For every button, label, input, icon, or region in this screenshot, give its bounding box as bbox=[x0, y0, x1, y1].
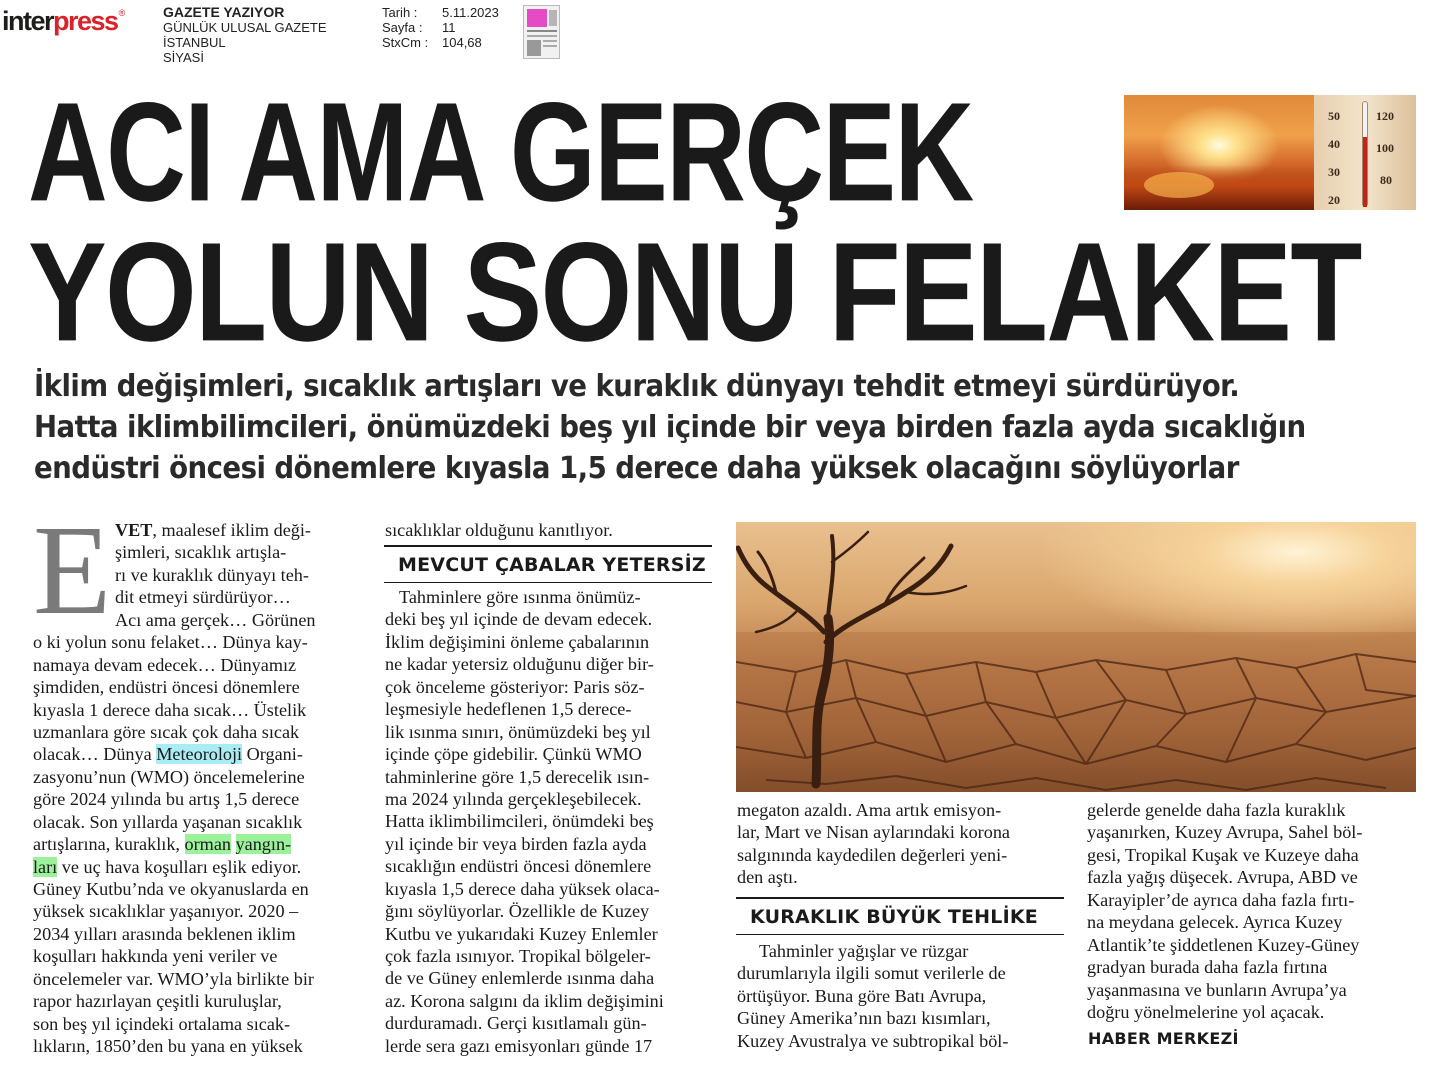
publication-name: GAZETE YAZIYOR bbox=[163, 4, 285, 20]
text-line: lıkların, 1850’den bu yana en yüksek bbox=[33, 1036, 303, 1057]
byline: HABER MERKEZİ bbox=[1088, 1029, 1239, 1048]
text-line: Güney Kutbu’nda ve okyanuslarda en bbox=[33, 879, 309, 899]
text-line: uzmanlara göre sıcak çok daha sıcak bbox=[33, 721, 300, 742]
highlighted-keyword: ları bbox=[33, 856, 58, 877]
text-fragment: Organi- bbox=[242, 744, 303, 765]
text-line: yaşanırken, Kuzey Avrupa, Sahel böl- bbox=[1087, 822, 1363, 843]
text-line: çok önceleme gösteriyor: Paris söz- bbox=[385, 676, 645, 697]
text-line: şimleri, sıcaklık artışla- bbox=[115, 542, 287, 563]
article-column-3-bottom bbox=[737, 940, 1008, 1052]
text-line: içinde çöpe gidebilir. Çünkü WMO bbox=[385, 744, 642, 765]
text-line: megaton azaldı. Ama artık emisyon- bbox=[737, 800, 1002, 820]
text-fragment: artışlarına, kuraklık, bbox=[33, 834, 185, 855]
meta-date-row bbox=[382, 5, 499, 20]
text-line: yüksek sıcaklıklar yaşanıyor. 2020 – bbox=[33, 901, 299, 922]
thermometer-mercury bbox=[1363, 137, 1367, 207]
text-line: Tahminler yağışlar ve rüzgar bbox=[759, 941, 969, 961]
heat-sun-photo bbox=[1124, 95, 1416, 210]
meta-stxcm-value: 104,68 bbox=[442, 35, 482, 50]
highlighted-keyword: orman bbox=[184, 834, 231, 855]
interpress-logo bbox=[2, 6, 125, 36]
thermometer-scale-right: 100 bbox=[1376, 141, 1394, 155]
text-line: salgınında kaydedilen değerleri yeni- bbox=[737, 844, 1008, 865]
logo-wordmark bbox=[2, 6, 118, 36]
thermometer-scale-left: 50 bbox=[1328, 109, 1340, 123]
text-line: leşmesiyle hedeflenen 1,5 derece- bbox=[385, 699, 632, 720]
logo-part-red: press bbox=[53, 6, 118, 36]
text-line: çok fazla ısınıyor. Tropikal bölgeler- bbox=[385, 946, 651, 966]
text-line: Güney Amerika’nın bazı kısımları, bbox=[737, 1008, 991, 1029]
text-line: den aştı. bbox=[737, 867, 798, 888]
thermometer-scale-right: 120 bbox=[1376, 109, 1394, 123]
thumbnail-line bbox=[543, 40, 557, 42]
text-line: lar, Mart ve Nisan aylarındaki korona bbox=[737, 822, 1010, 843]
text-fragment: ve uç hava koşulları eşlik ediyor. bbox=[57, 856, 302, 877]
article-column-2-top bbox=[385, 519, 613, 541]
thumbnail-line bbox=[527, 30, 557, 32]
text-line bbox=[33, 833, 378, 855]
text-line: dit etmeyi sürdürüyor… bbox=[115, 587, 291, 608]
page-thumbnail[interactable] bbox=[523, 5, 560, 59]
cracked-earth-illustration bbox=[736, 522, 1416, 792]
text-line: deki beş yıl içinde de devam edecek. bbox=[385, 609, 653, 630]
text-line: Karayipler’de ayrıca daha fazla fırtı- bbox=[1087, 889, 1355, 910]
thermometer-scale-left: 20 bbox=[1328, 193, 1340, 207]
text-line: Kutbu ve yukarıdaki Kuzey Enlemler bbox=[385, 923, 658, 944]
thermometer-scale-right: 80 bbox=[1380, 173, 1392, 187]
text-line: rı ve kuraklık dünyayı teh- bbox=[115, 564, 309, 585]
highlighted-keyword: Meteoroloji bbox=[156, 744, 243, 765]
clipping-meta bbox=[382, 5, 499, 50]
meta-stxcm-row bbox=[382, 35, 499, 50]
text-line bbox=[33, 519, 378, 541]
fire-glow bbox=[1144, 172, 1214, 198]
thumbnail-block bbox=[527, 40, 541, 56]
publication-type: GÜNLÜK ULUSAL GAZETE bbox=[163, 20, 327, 35]
drought-photo bbox=[736, 522, 1416, 792]
text-line: gradyan burada daha fazla fırtına bbox=[1087, 957, 1328, 978]
text-fragment: , maalesef iklim deği- bbox=[152, 520, 311, 540]
text-line: durduramadı. Gerçi kısıtlamalı gün- bbox=[385, 1013, 647, 1034]
text-line: Hatta iklimbilimcileri, önümdeki beş bbox=[385, 811, 654, 832]
text-line: ne kadar yetersiz olduğunu diğer bir- bbox=[385, 654, 654, 675]
text-line: öncelemeler var. WMO’yla birlikte bir bbox=[33, 968, 314, 989]
meta-date-value: 5.11.2023 bbox=[442, 5, 499, 20]
article-column-2 bbox=[385, 586, 664, 1057]
text-line: olacak. Son yıllarda yaşanan sıcaklık bbox=[33, 811, 303, 832]
article-column-3-top bbox=[737, 799, 1067, 889]
deck-line: Hatta iklimbilimcileri, önümüzdeki beş yıl içinde bir veya birden fazla ayda sıcaklığın bbox=[34, 410, 1306, 445]
text-fragment bbox=[231, 834, 236, 854]
text-line: rapor hazırlayan çeşitli kuruluşlar, bbox=[33, 991, 282, 1012]
text-line: tahminlerine göre 1,5 derecelik ısın- bbox=[385, 766, 650, 787]
thermometer-scale-left: 30 bbox=[1328, 165, 1340, 179]
meta-page-label: Sayfa : bbox=[382, 20, 423, 35]
text-line: lerde sera gazı emisyonları günde 17 bbox=[385, 1035, 653, 1056]
text-line: sıcaklığın endüstri öncesi dönemlere bbox=[385, 856, 652, 877]
publication-city: İSTANBUL bbox=[163, 35, 226, 50]
text-line: lik ısınma sınırı, önümüzdeki beş yıl bbox=[385, 721, 651, 742]
text-line: Acı ama gerçek… Görünen bbox=[115, 609, 316, 630]
text-line: o ki yolun sonu felaket… Dünya kay- bbox=[33, 632, 308, 653]
subheading-drought-danger: KURAKLIK BÜYÜK TEHLİKE bbox=[736, 897, 1064, 935]
deck-line: İklim değişimleri, sıcaklık artışları ve kuraklık dünyayı tehdit etmeyi sürdürüyor. bbox=[34, 369, 1240, 404]
article-deck bbox=[34, 366, 1317, 489]
publication-category: SİYASİ bbox=[163, 50, 204, 65]
meta-page-row bbox=[382, 20, 499, 35]
text-line: de ve Güney enlemlerde ısınma daha bbox=[385, 968, 655, 989]
text-line: Kuzey Avustralya ve subtropikal böl- bbox=[737, 1030, 1009, 1051]
lead-word: VET bbox=[115, 520, 153, 540]
text-line bbox=[33, 856, 378, 878]
thumbnail-block bbox=[549, 10, 557, 26]
drop-cap: E bbox=[33, 499, 112, 641]
text-line: doğru yönelmelerine yol açacak. bbox=[1087, 1001, 1325, 1022]
publication-info bbox=[163, 5, 327, 65]
text-line: na meydana gelecek. Ayrıca Kuzey bbox=[1087, 912, 1343, 933]
headline-line-1: ACI AMA GERÇEK bbox=[28, 73, 973, 231]
text-line: şimdiden, endüstri öncesi dönemlere bbox=[33, 677, 300, 698]
text-line bbox=[33, 743, 378, 765]
meta-page-value: 11 bbox=[442, 20, 456, 35]
highlighted-keyword: yangın- bbox=[235, 834, 292, 855]
text-line: Tahminlere göre ısınma önümüz- bbox=[399, 587, 641, 607]
thumbnail-line bbox=[527, 35, 557, 37]
logo-part-dark: inter bbox=[2, 6, 54, 36]
meta-date-label: Tarih : bbox=[382, 5, 418, 20]
text-line: sıcaklıklar olduğunu kanıtlıyor. bbox=[385, 520, 613, 540]
article-column-4 bbox=[1087, 799, 1417, 1023]
text-line: gesi, Tropikal Kuşak ve Kuzeye daha bbox=[1087, 844, 1359, 865]
text-line: kıyasla 1 derece daha sıcak… Üstelik bbox=[33, 699, 307, 720]
thermometer-icon bbox=[1314, 95, 1416, 210]
headline-line-2: YOLUN SONU FELAKET bbox=[28, 213, 1361, 371]
deck-line: endüstri öncesi dönemlere kıyasla 1,5 derece daha yüksek olacağını söylüyorlar bbox=[34, 451, 1239, 486]
thumbnail-line bbox=[543, 45, 557, 47]
text-line: göre 2024 yılında bu artış 1,5 derece bbox=[33, 789, 300, 810]
text-fragment: olacak… Dünya bbox=[33, 744, 157, 765]
text-line: yıl içinde bir veya birden fazla ayda bbox=[385, 833, 647, 854]
subheading-current-efforts: MEVCUT ÇABALAR YETERSİZ bbox=[384, 545, 712, 583]
text-line: fazla yağış düşecek. Avrupa, ABD ve bbox=[1087, 867, 1358, 888]
text-line: ma 2024 yılında gerçekleşebilecek. bbox=[385, 788, 642, 809]
text-line: yaşanmasına ve bunların Avrupa’ya bbox=[1087, 979, 1347, 1000]
text-line: örtüşüyor. Buna göre Batı Avrupa, bbox=[737, 985, 987, 1006]
text-line: namaya devam edecek… Dünyamız bbox=[33, 654, 297, 675]
registered-mark: ® bbox=[118, 8, 126, 18]
text-line: zasyonu’nun (WMO) öncelemelerine bbox=[33, 766, 305, 787]
meta-stxcm-label: StxCm : bbox=[382, 35, 429, 50]
text-line: durumlarıyla ilgili somut verilerle de bbox=[737, 963, 1006, 984]
thermometer-scale-left: 40 bbox=[1328, 137, 1340, 151]
text-line: az. Korona salgını da iklim değişimini bbox=[385, 990, 664, 1011]
text-line: İklim değişimini önleme çabalarının bbox=[385, 631, 650, 652]
text-line: koşulları hakkında yeni veriler ve bbox=[33, 946, 278, 967]
text-line: ğını söylüyorlar. Özellikle de Kuzey bbox=[385, 901, 650, 922]
article-column-1 bbox=[33, 519, 378, 1058]
text-line: kıyasla 1,5 derece daha yüksek olaca- bbox=[385, 878, 660, 899]
thumbnail-highlight bbox=[527, 9, 547, 27]
text-line: Atlantik’te şiddetlenen Kuzey-Güney bbox=[1087, 934, 1360, 955]
text-line: 2034 yılları arasında beklenen iklim bbox=[33, 923, 296, 944]
text-line: gelerde genelde daha fazla kuraklık bbox=[1087, 800, 1346, 820]
text-line: son beş yıl içindeki ortalama sıcak- bbox=[33, 1013, 291, 1034]
